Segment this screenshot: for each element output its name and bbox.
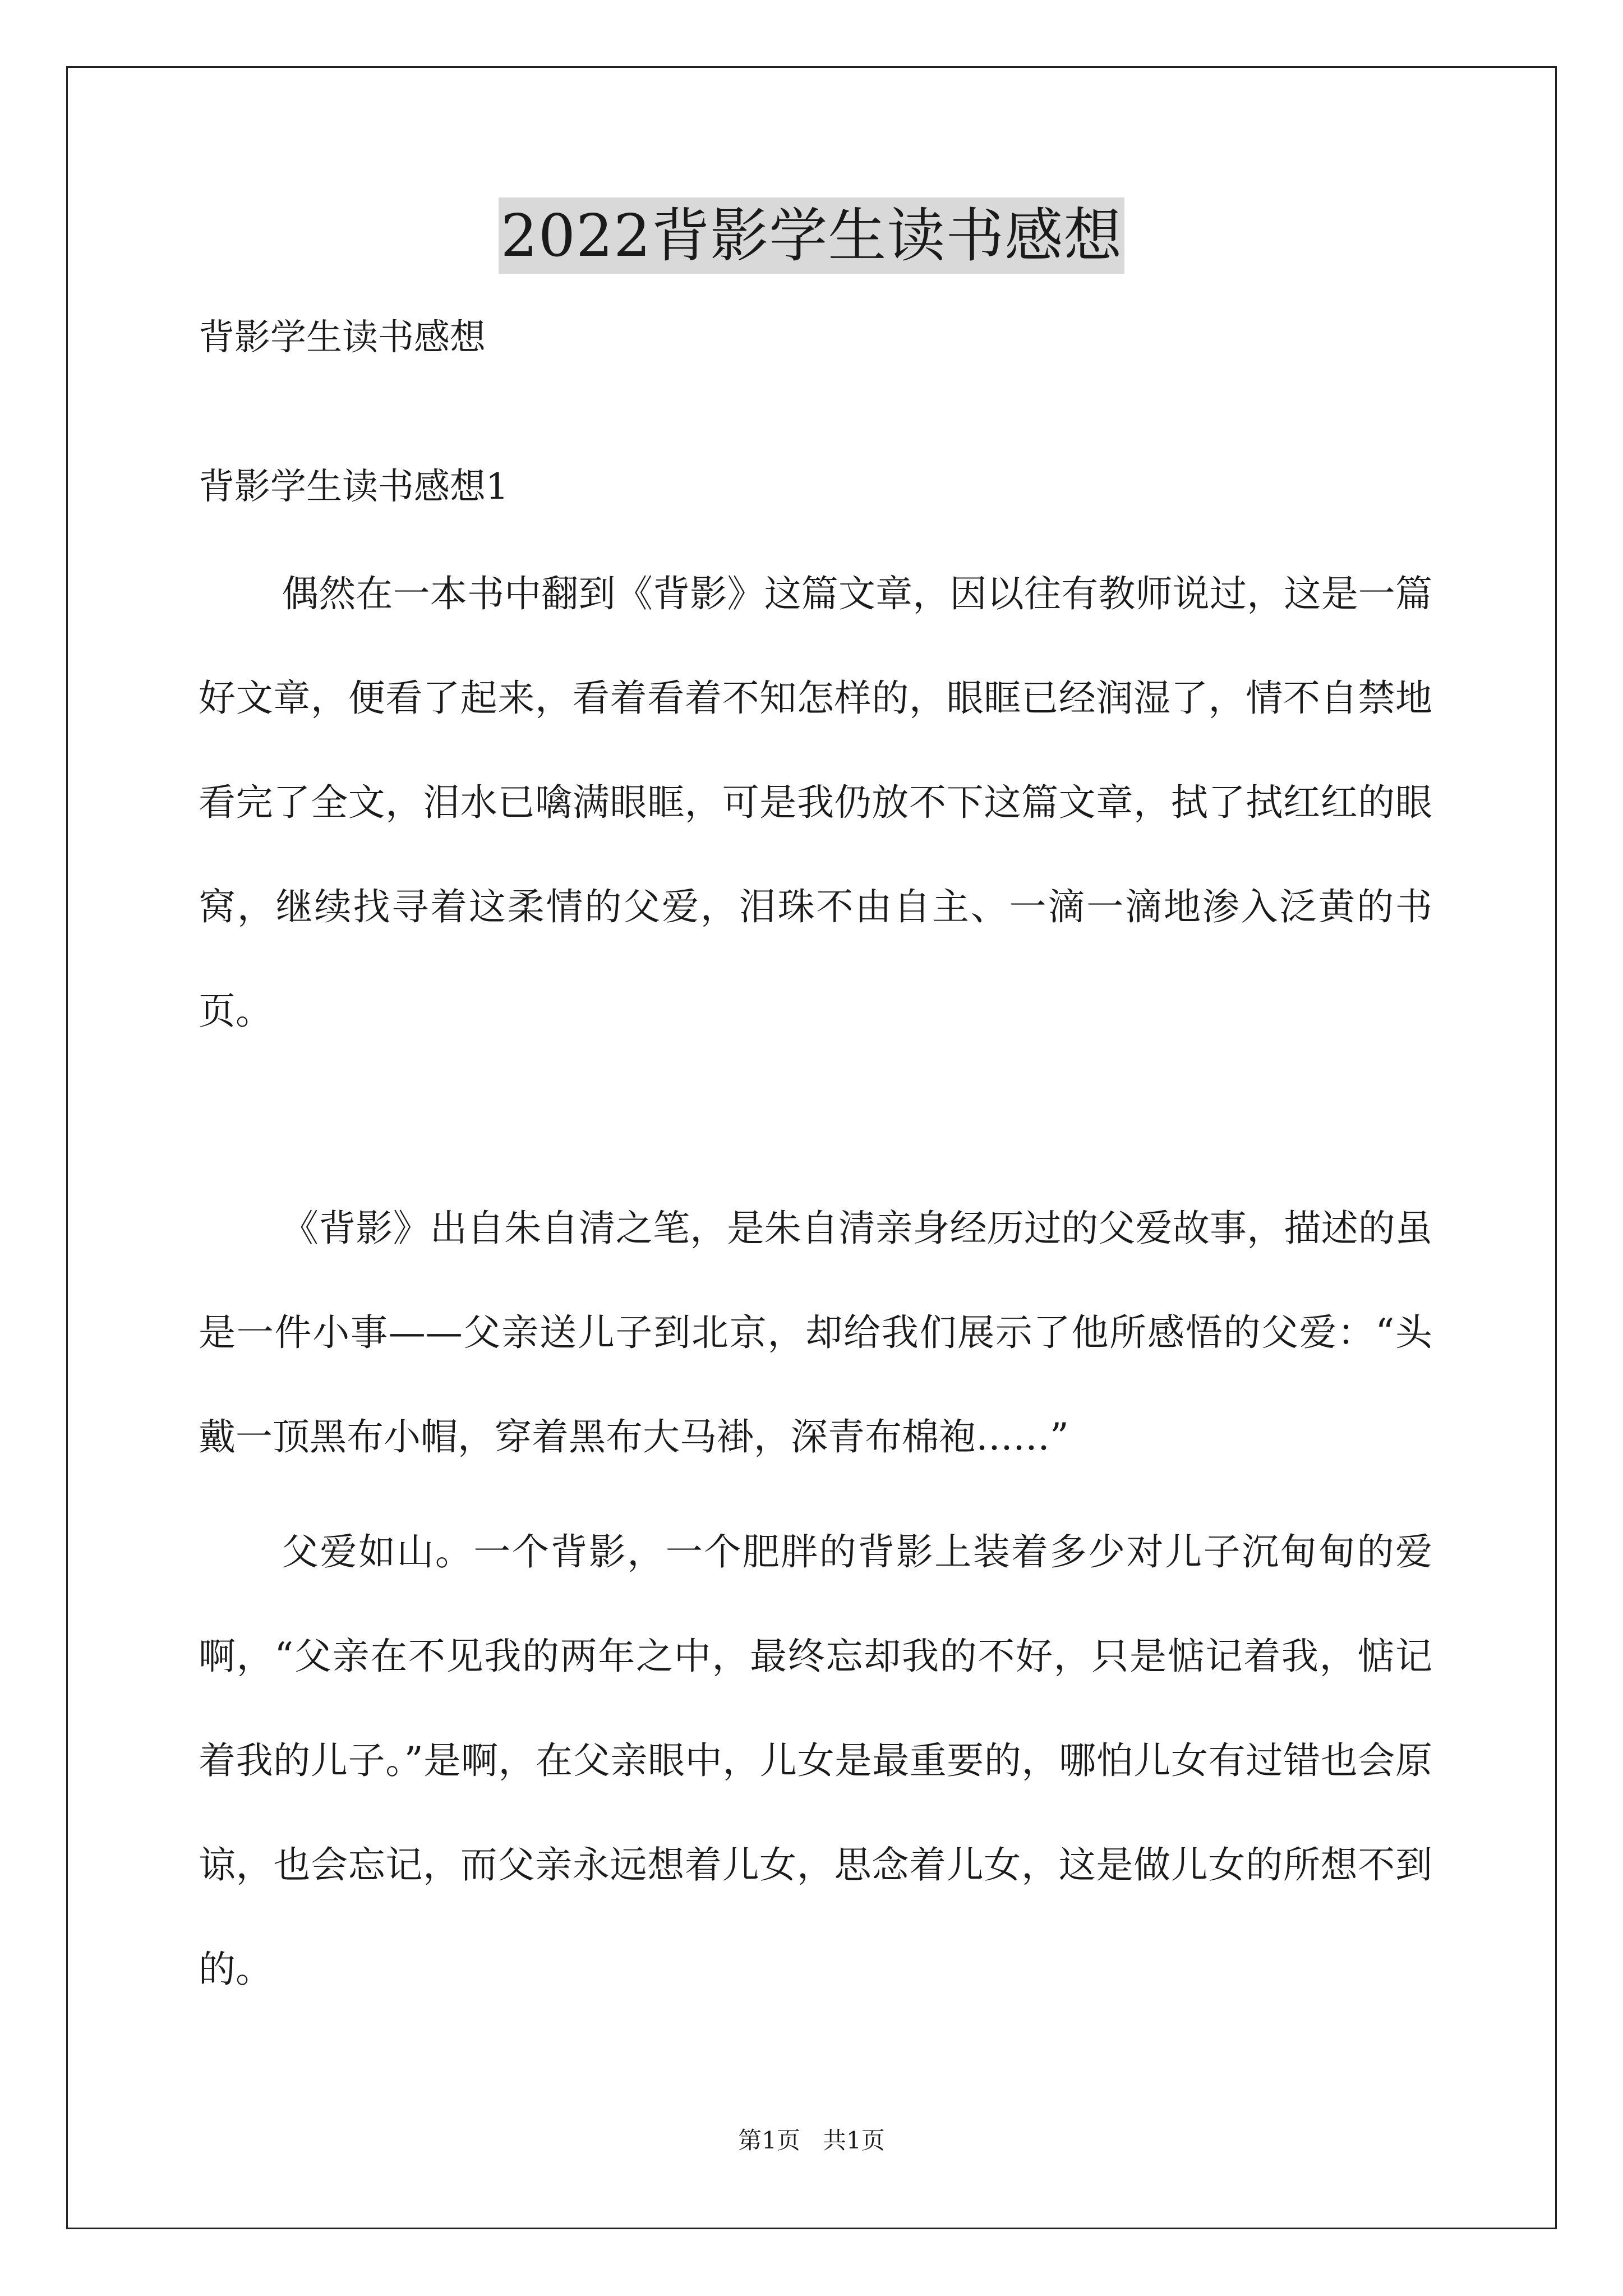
title-container — [0, 197, 1623, 274]
body-paragraph: 《背影》出自朱自清之笔，是朱自清亲身经历过的父爱故事，描述的虽是一件小事——父亲送儿子到北京，却给我们展示了他所感悟的父爱：“头戴一顶黑布小帽，穿着黑布大马褂，深青布棉袍……” — [199, 1207, 1432, 1458]
document-subtitle: 背影学生读书感想 — [199, 317, 486, 358]
section-heading: 背影学生读书感想1 — [199, 466, 509, 508]
body-paragraph: 偶然在一本书中翻到《背影》这篇文章，因以往有教师说过，这是一篇好文章，便看了起来，看着看着不知怎样的，眼眶已经润湿了，情不自禁地看完了全文，泪水已噙满眼眶，可是我仍放不下这篇文章，拭了拭红红的眼窝，继续找寻着这柔情的父爱，泪珠不由自主、一滴一滴地渗入泛黄的书页。 — [199, 572, 1432, 1033]
page-footer: 第1页 共1页 — [738, 2127, 885, 2154]
body-paragraph: 父爱如山。一个背影，一个肥胖的背影上装着多少对儿子沉甸甸的爱啊，“父亲在不见我的两年之中，最终忘却我的不好，只是惦记着我，惦记着我的儿子。”是啊，在父亲眼中，儿女是最重要的，哪怕儿女有过错也会原谅，也会忘记，而父亲永远想着儿女，思念着儿女，这是做儿女的所想不到的。 — [199, 1530, 1432, 1991]
document-title: 2022背影学生读书感想 — [499, 197, 1125, 274]
